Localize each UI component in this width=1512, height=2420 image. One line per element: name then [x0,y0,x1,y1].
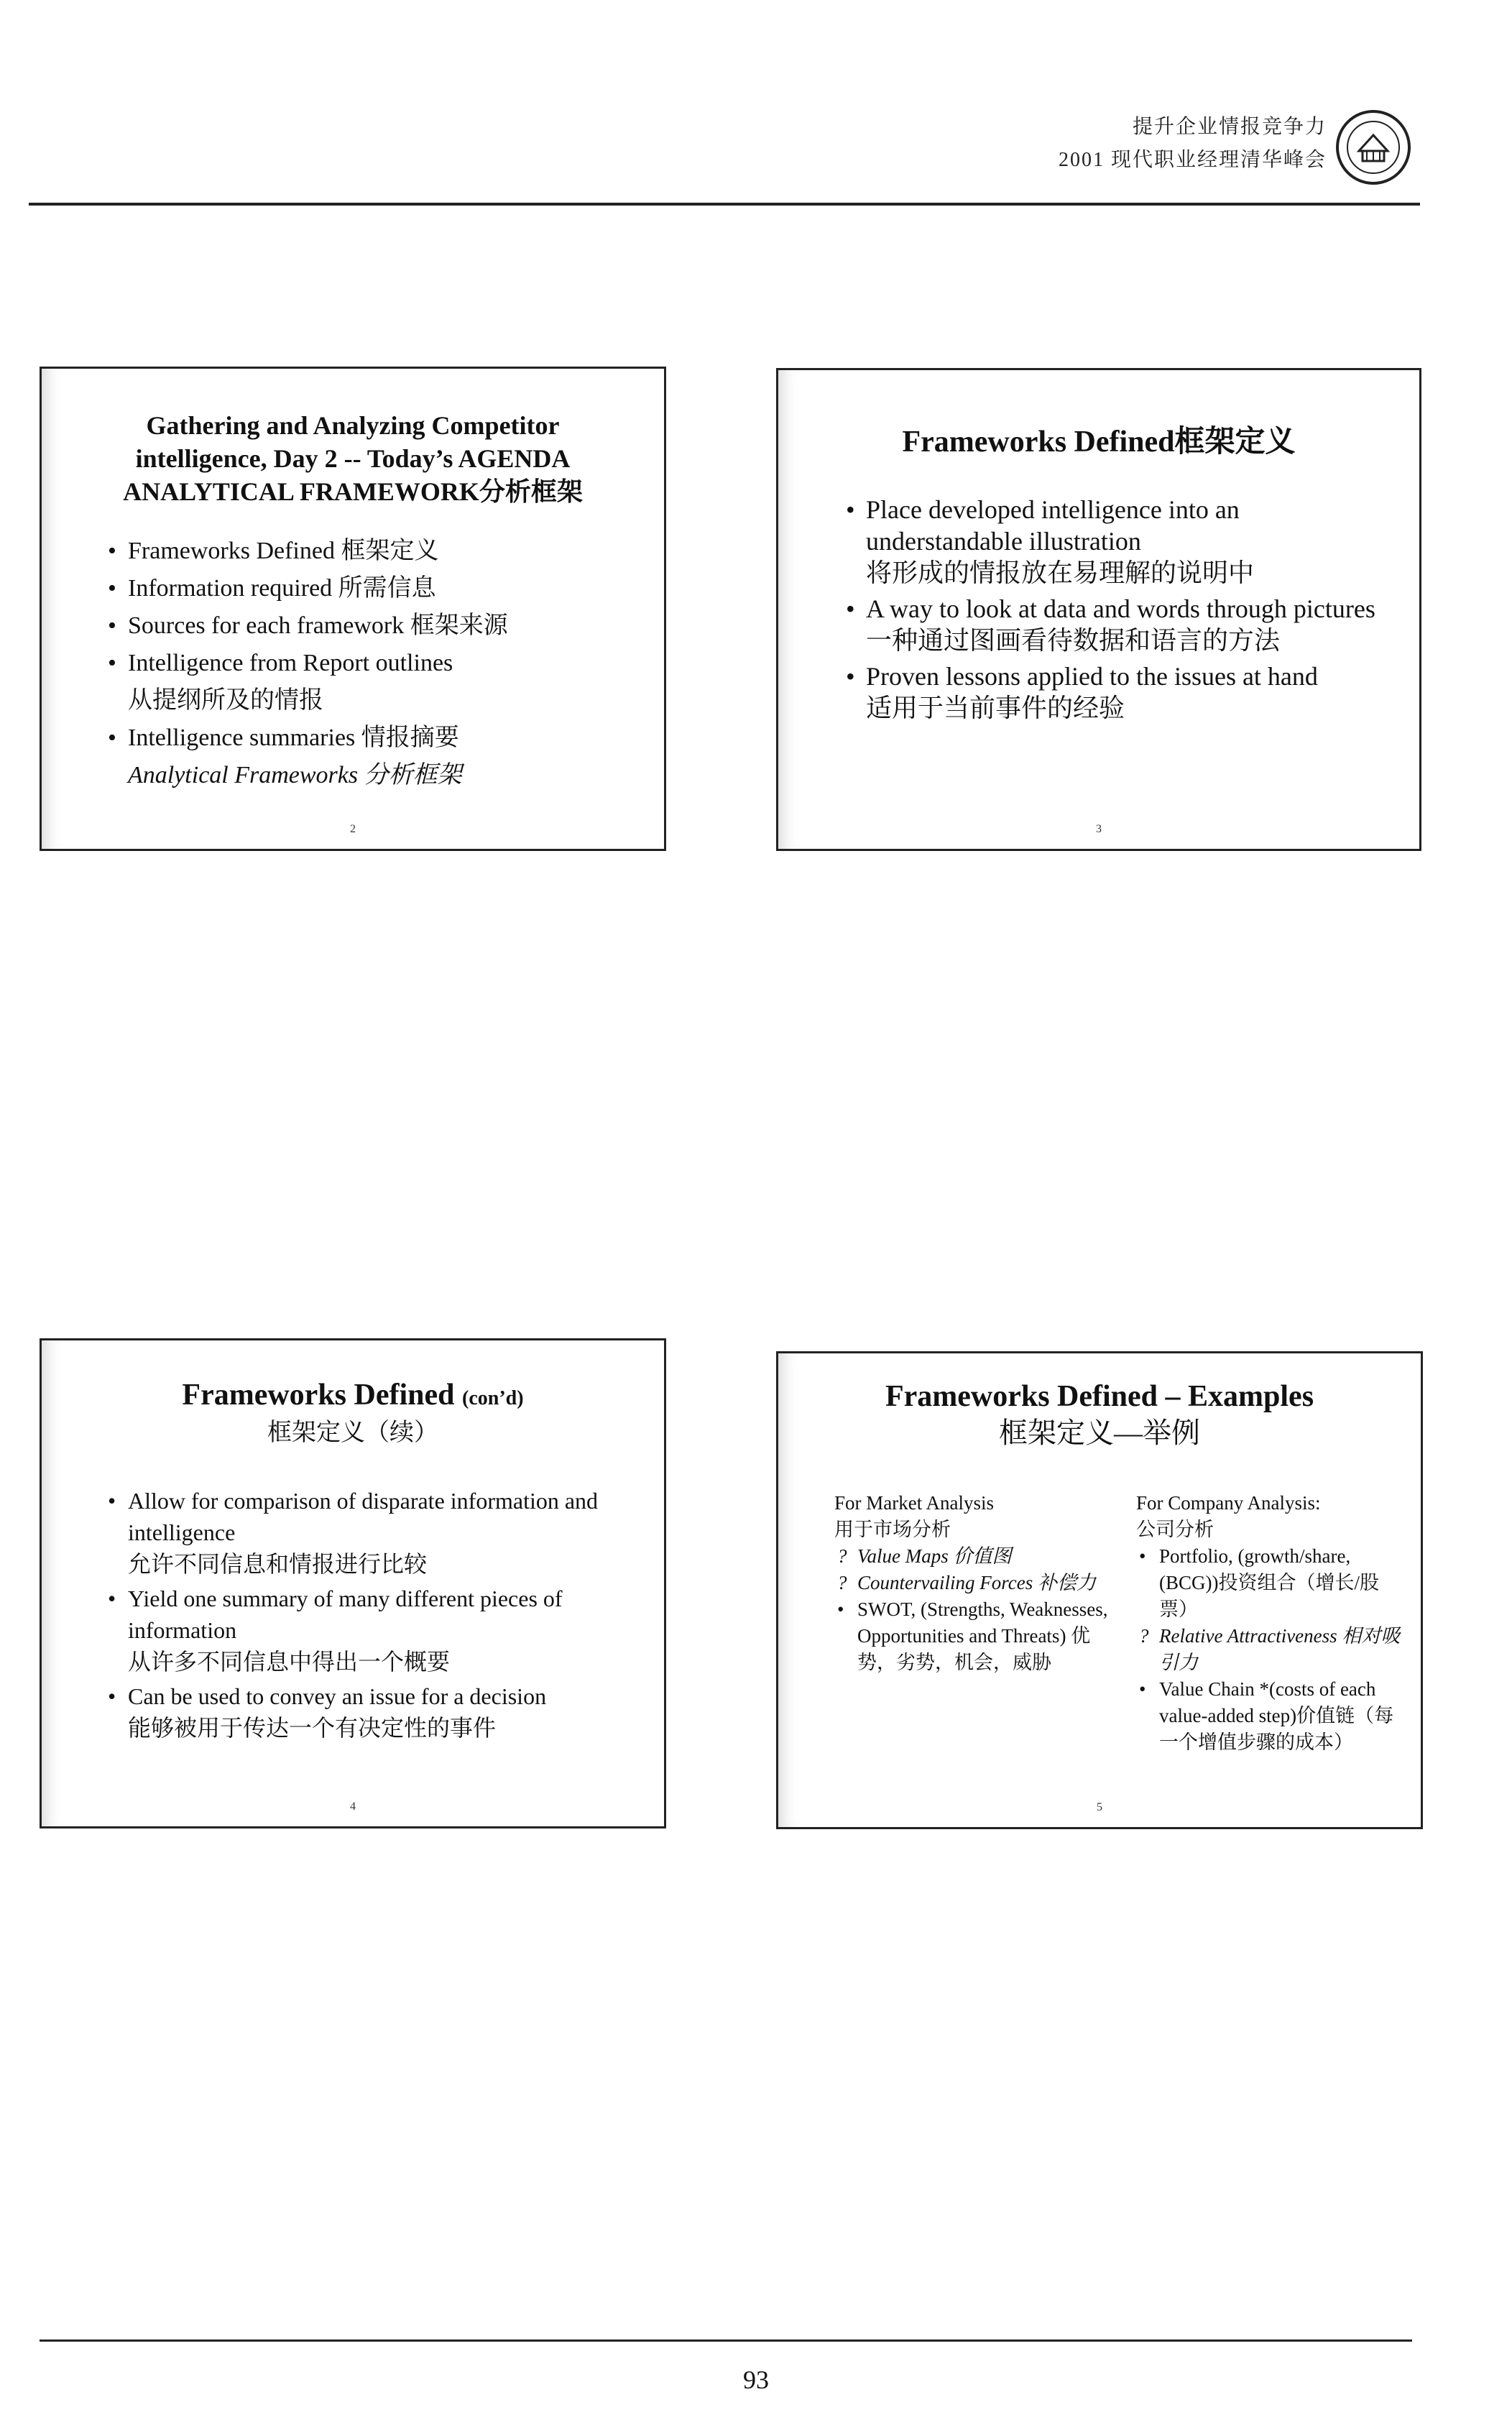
slide-frameworks-defined-contd [40,1338,666,1828]
list-item: ? Relative Attractiveness 相对吸引力 [1136,1623,1402,1676]
item-text-cn: 适用于当前事件的经验 [866,694,1125,722]
slide-subtitle: 框架定义—举例 [999,1417,1200,1449]
item-text: Proven lessons applied to the issues at hand [866,662,1318,691]
title-suffix: (con’d) [462,1387,524,1409]
column-heading-cn: 公司分析 [1136,1519,1214,1540]
item-text-cn: 允许不同信息和情报进行比较 [128,1551,428,1577]
item-text-cn: 一种通过图画看待数据和语言的方法 [866,626,1281,655]
item-text-cn: 将形成的情报放在易理解的说明中 [866,558,1255,587]
list-item [105,1680,635,1744]
slide-frameworks-defined [776,368,1421,851]
university-seal-icon [1334,108,1413,187]
slide-frameworks-examples [776,1351,1423,1829]
column-heading: For Company Analysis: [1136,1492,1321,1514]
slide-title: Frameworks Defined – Examples [885,1380,1314,1413]
slide-title [42,409,664,508]
item-text-cn: 从许多不同信息中得出一个概要 [128,1649,451,1675]
list-item [105,719,664,794]
header-divider [29,203,1420,206]
item-text: Intelligence from Report outlines [128,650,453,676]
slide-title [42,1376,664,1417]
list-item [105,1583,635,1678]
item-text: Place developed intelligence into an understandable illustration [866,495,1240,556]
slide-number: 4 [350,1800,356,1813]
list-item: • Information required 所需信息 [105,570,664,607]
item-text-cn: 从提纲所及的情报 [128,687,323,714]
market-list [834,1543,1118,1676]
slide-title: Frameworks Defined框架定义 [902,425,1296,459]
title-line: Gathering and Analyzing Competitor [146,411,560,440]
title-line: ANALYTICAL FRAMEWORK分析框架 [123,477,583,506]
list-item: • Sources for each framework 框架来源 [105,607,664,645]
header-text [1059,111,1327,177]
bullet-list [843,494,1391,724]
header-line2: 2001 现代职业经理清华峰会 [1058,149,1327,171]
column-heading: For Market Analysis [834,1492,994,1514]
header-line1: 提升企业情报竞争力 [1132,116,1327,138]
title-line: intelligence, Day 2 -- Today’s AGENDA [135,444,571,473]
item-text: Yield one summary of many different pieces of information [128,1586,563,1643]
company-list [1136,1543,1402,1756]
list-item: • Portfolio, (growth/share, (BCG))投资组合（增长/股票） [1136,1543,1402,1623]
company-analysis-column [1136,1490,1402,1756]
item-text: Intelligence summaries 情报摘要 [128,724,459,751]
list-item: • SWOT, (Strengths, Weaknesses, Opportunities and Threats) 优势，劣势，机会，威胁 [834,1596,1118,1676]
slide-number: 2 [350,823,356,835]
column-heading-cn: 用于市场分析 [834,1519,951,1540]
market-analysis-column [834,1490,1118,1676]
list-item [105,1485,635,1580]
item-text: Can be used to convey an issue for a decision [128,1683,547,1709]
page-number: 93 [743,2365,769,2394]
slide-number: 5 [1097,1801,1102,1813]
list-item: ? Countervailing Forces 补偿力 [834,1570,1118,1596]
agenda-list [105,533,664,794]
slide-subtitle: 框架定义（续） [267,1420,438,1446]
list-item: ? Value Maps 价值图 [834,1543,1118,1570]
list-item [843,661,1391,724]
title-text: Frameworks Defined [182,1379,455,1412]
item-text-cn: 能够被用于传达一个有决定性的事件 [128,1715,497,1741]
list-item: • Value Chain *(costs of each value-added step)价值链（每一个增值步骤的成本） [1136,1676,1402,1756]
item-text: Allow for comparison of disparate information and intelligence [128,1488,599,1545]
slide-number: 3 [1096,823,1102,835]
list-item: • Frameworks Defined 框架定义 [105,533,664,570]
footer-divider [40,2340,1412,2342]
bullet-list [105,1485,635,1744]
slide-agenda [40,367,666,851]
item-text: A way to look at data and words through pictures [866,594,1375,623]
list-item [843,494,1391,589]
item-subtext: Analytical Frameworks 分析框架 [128,762,462,788]
list-item [843,593,1391,656]
list-item [105,645,664,719]
